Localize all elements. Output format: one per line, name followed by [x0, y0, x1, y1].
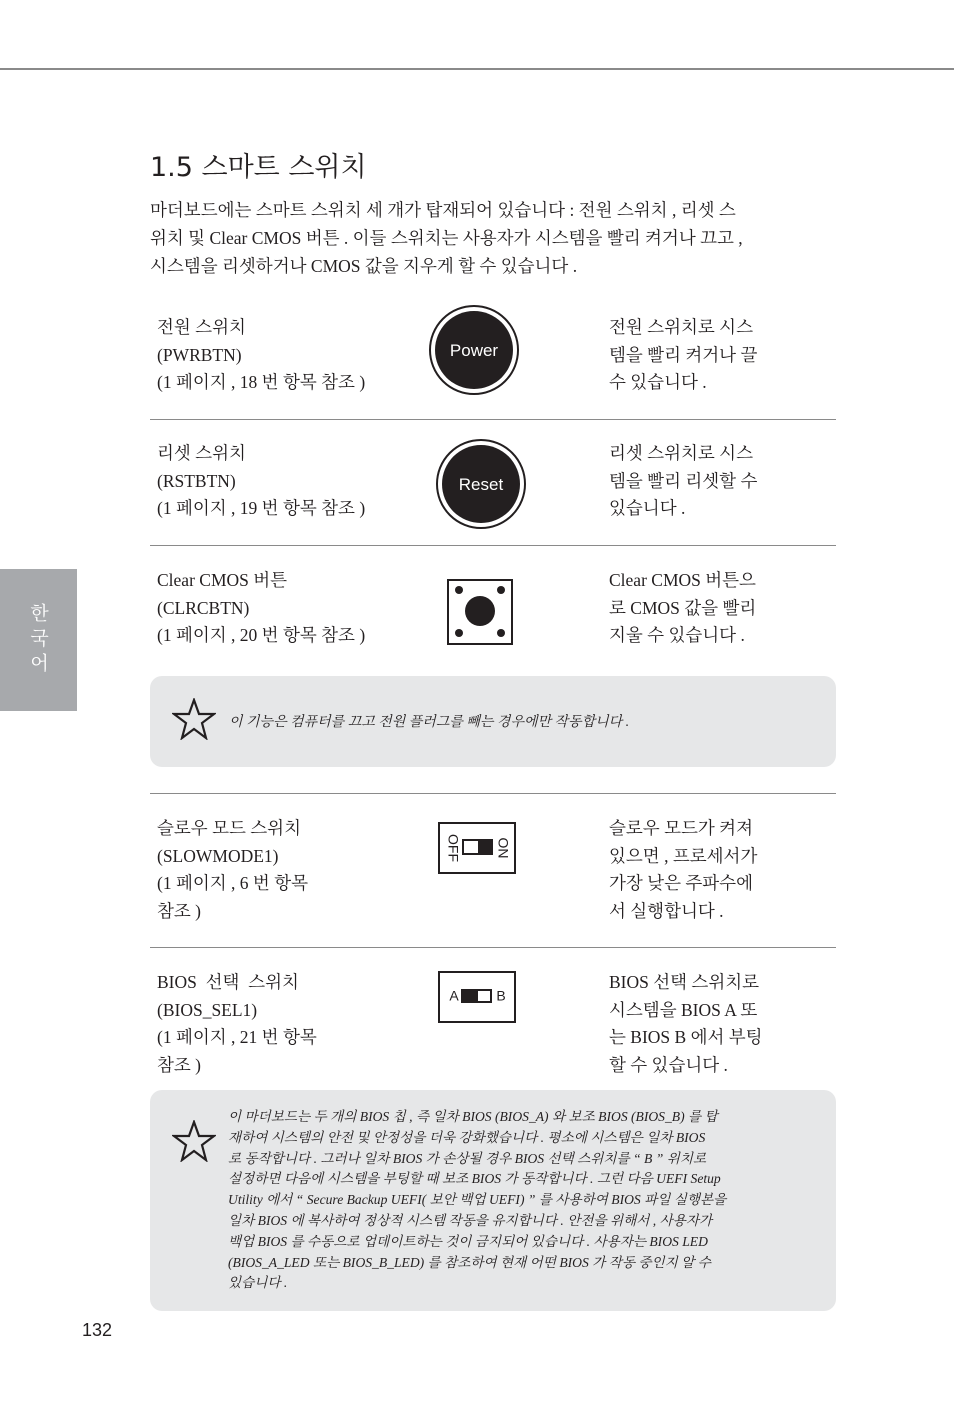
note-line: 있습니다 . [228, 1275, 288, 1291]
dip-switch-icon [438, 822, 516, 874]
function-line: 는 BIOS B 에서 부팅 [609, 1027, 763, 1047]
language-label: 한국어 [27, 602, 49, 678]
function-line: 가장 낮은 주파수에 [609, 873, 753, 893]
function-line: 전원 스위치로 시스 [609, 317, 753, 337]
switch-code: (BIOS_SEL1) [157, 999, 258, 1020]
star-icon [172, 1120, 216, 1162]
function-line: 슬로우 모드가 켜져 [609, 818, 753, 838]
switch-code: (RSTBTN) [157, 470, 236, 491]
row-divider [150, 419, 836, 420]
switch-code: (PWRBTN) [157, 344, 242, 365]
slow-mode-desc [157, 815, 417, 925]
top-rule [0, 68, 954, 70]
a-label: A [449, 987, 459, 1004]
function-line: 있으면 , 프로세서가 [609, 845, 758, 866]
star-icon [172, 698, 216, 740]
switch-ref: 참조 ) [157, 900, 202, 921]
intro-line: 마더보드에는 스마트 스위치 세 개가 탑재되어 있습니다 : 전원 스위치 , 리셋 스 [150, 200, 736, 220]
function-line: BIOS 선택 스위치로 [609, 972, 760, 992]
b-label: B [496, 987, 506, 1004]
bios-note-text [228, 1107, 828, 1294]
note-line: 백업 BIOS 를 수동으로 업데이트하는 것이 금지되어 있습니다 . 사용자는 BIOS LED [228, 1233, 708, 1249]
language-side-tab [0, 569, 77, 711]
bios-select-function [609, 969, 784, 1079]
note-line: 재하여 시스템의 안전 및 안정성을 더욱 강화했습니다 . 평소에 시스템은 일차 BIOS [228, 1129, 706, 1145]
note-line: 설정하면 다음에 시스템을 부팅할 때 보조 BIOS 가 동작합니다 . 그런 다음 UEFI Setup [228, 1171, 721, 1187]
bios-select-switch-icon [438, 971, 516, 1023]
switch-name: Clear CMOS 버튼 [157, 570, 288, 590]
power-button-icon [428, 304, 520, 396]
power-switch-function [609, 314, 784, 397]
switch-ref: (1 페이지 , 19 번 항목 참조 ) [157, 498, 366, 518]
reset-switch-row [150, 440, 836, 530]
section-title: 1.5 스마트 스위치 [150, 152, 367, 183]
row-divider [150, 947, 836, 948]
on-label: ON [495, 837, 512, 859]
switch-name: 리셋 스위치 [157, 443, 246, 463]
bios-note-box [150, 1090, 836, 1311]
note-line: Utility 에서 “ Secure Backup UEFI( 보안 백업 UEFI) ” 를 사용하여 BIOS 파일 실행본을 [228, 1192, 727, 1208]
intro-line: 시스템을 리셋하거나 CMOS 값을 지우게 할 수 있습니다 . [150, 256, 578, 276]
switch-code: (CLRCBTN) [157, 597, 250, 618]
power-button-label: Power [449, 341, 499, 360]
function-line: 로 CMOS 값을 빨리 [609, 597, 757, 618]
switch-name: 전원 스위치 [157, 317, 246, 337]
switch-ref: (1 페이지 , 18 번 항목 참조 ) [157, 372, 366, 392]
function-line: 시스템을 BIOS A 또 [609, 999, 758, 1020]
reset-button-icon [435, 438, 527, 530]
function-line: 리셋 스위치로 시스 [609, 443, 753, 463]
row-divider [150, 545, 836, 546]
intro-line: 위치 및 Clear CMOS 버튼 . 이들 스위치는 사용자가 시스템을 빨리 켜거나 끄고 , [150, 228, 743, 248]
clear-cmos-function [609, 567, 784, 650]
note-line: (BIOS_A_LED 또는 BIOS_B_LED) 를 참조하여 현재 어떤 BIOS 가 작동 중인지 알 수 [228, 1254, 711, 1270]
function-line: 할 수 있습니다 . [609, 1054, 728, 1075]
bios-select-desc [157, 969, 417, 1079]
note-box [150, 676, 836, 767]
function-line: 지울 수 있습니다 . [609, 625, 745, 645]
function-line: 수 있습니다 . [609, 372, 707, 392]
row-divider [150, 793, 836, 794]
switch-ref: (1 페이지 , 6 번 항목 [157, 873, 309, 893]
intro-paragraph [150, 196, 800, 280]
note-text: 이 기능은 컴퓨터를 끄고 전원 플러그를 빼는 경우에만 작동합니다 . [229, 715, 630, 730]
function-line: 템을 빨리 리셋할 수 [609, 470, 758, 491]
reset-switch-function [609, 440, 784, 523]
off-label: OFF [445, 834, 462, 862]
switch-name: BIOS 선택 스위치 [157, 972, 299, 992]
function-line: 템을 빨리 켜거나 끌 [609, 344, 758, 365]
slow-mode-row [150, 815, 836, 935]
switch-name: 슬로우 모드 스위치 [157, 818, 301, 838]
bios-select-row [150, 969, 836, 1084]
function-line: Clear CMOS 버튼으 [609, 570, 756, 590]
switch-ref: 참조 ) [157, 1054, 202, 1075]
function-line: 서 실행합니다 . [609, 900, 724, 921]
reset-switch-desc [157, 440, 417, 523]
power-switch-row [150, 314, 836, 404]
switch-ref: (1 페이지 , 21 번 항목 [157, 1027, 317, 1047]
note-line: 이 마더보드는 두 개의 BIOS 칩 , 즉 일차 BIOS (BIOS_A) 와 보조 BIOS (BIOS_B) 를 탑 [228, 1109, 718, 1124]
switch-ref: (1 페이지 , 20 번 항목 참조 ) [157, 625, 366, 645]
note-line: 로 동작합니다 . 그러나 일차 BIOS 가 손상될 경우 BIOS 선택 스위치를 “ B ” 위치로 [228, 1150, 707, 1166]
reset-button-label: Reset [458, 475, 504, 494]
clear-cmos-button-icon [447, 579, 513, 645]
clear-cmos-row [150, 567, 836, 657]
slow-mode-function [609, 815, 784, 925]
note-line: 일차 BIOS 에 복사하여 정상적 시스템 작동을 유지합니다 . 안전을 위해서 , 사용자가 [228, 1212, 713, 1228]
page-number: 132 [82, 1320, 113, 1340]
function-line: 있습니다 . [609, 498, 686, 518]
clear-cmos-desc [157, 567, 417, 650]
switch-code: (SLOWMODE1) [157, 845, 279, 866]
power-switch-desc [157, 314, 417, 397]
